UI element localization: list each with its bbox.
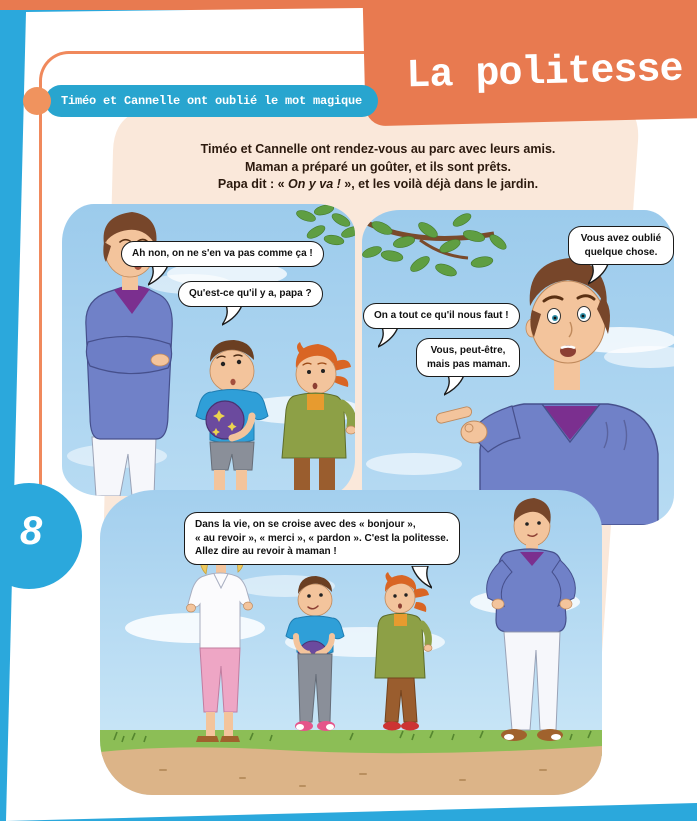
intro-line-3: Papa dit : « On y va ! », et les voilà déjà dans le jardin. <box>217 177 539 191</box>
page-title: La politesse <box>405 47 684 100</box>
bubble-text: Allez dire au revoir à maman ! <box>195 546 337 557</box>
bubble-text: « au revoir », « merci », « pardon ». C'est la politesse. <box>195 532 449 544</box>
timeo-figure <box>196 340 268 496</box>
bubble-text: On a tout ce qu'il nous faut ! <box>374 310 509 321</box>
badge-dot <box>23 87 51 115</box>
page-number: 8 <box>20 509 43 553</box>
bubble-text: Vous avez oublié <box>580 233 662 244</box>
bubble-tail <box>444 375 468 397</box>
speech-bubble-timeo <box>178 281 323 307</box>
cannelle-figure <box>375 572 432 731</box>
speech-bubble-papa-1 <box>121 241 324 267</box>
bubble-text: Vous, peut-être, <box>430 345 506 356</box>
bubble-text: Ah non, on ne s'en va pas comme ça ! <box>132 248 313 259</box>
bubble-tail <box>222 305 246 327</box>
bubble-text: Dans la vie, on se croise avec des « bonjour », <box>195 519 416 530</box>
speech-bubble-papa-2 <box>568 226 674 265</box>
branch-with-leaves <box>362 211 509 278</box>
intro-text <box>128 141 628 194</box>
bubble-tail <box>588 264 612 286</box>
title-banner <box>362 0 697 126</box>
papa-figure <box>487 498 576 741</box>
papa-figure <box>435 258 658 525</box>
speech-bubble-enfants <box>363 303 520 329</box>
bubble-text: quelque chose. <box>584 246 658 258</box>
speech-bubble-papa-4 <box>184 512 460 565</box>
bubble-tail <box>378 327 402 349</box>
intro-line-2: Maman a préparé un goûter, et ils sont prêts. <box>244 159 512 174</box>
bubble-tail <box>408 566 432 590</box>
bubble-text: mais pas maman. <box>427 358 511 370</box>
cannelle-figure <box>282 342 355 496</box>
speech-bubble-papa-3 <box>416 338 520 377</box>
bubble-tail <box>148 265 172 287</box>
lesson-badge: Timéo et Cannelle ont oublié le mot magique <box>45 85 378 117</box>
bubble-text: Qu'est-ce qu'il y a, papa ? <box>189 288 312 299</box>
leaves <box>295 204 355 246</box>
intro-line-1: Timéo et Cannelle ont rendez-vous au parc avec leurs amis. <box>200 142 556 156</box>
dirt-path <box>100 746 602 795</box>
